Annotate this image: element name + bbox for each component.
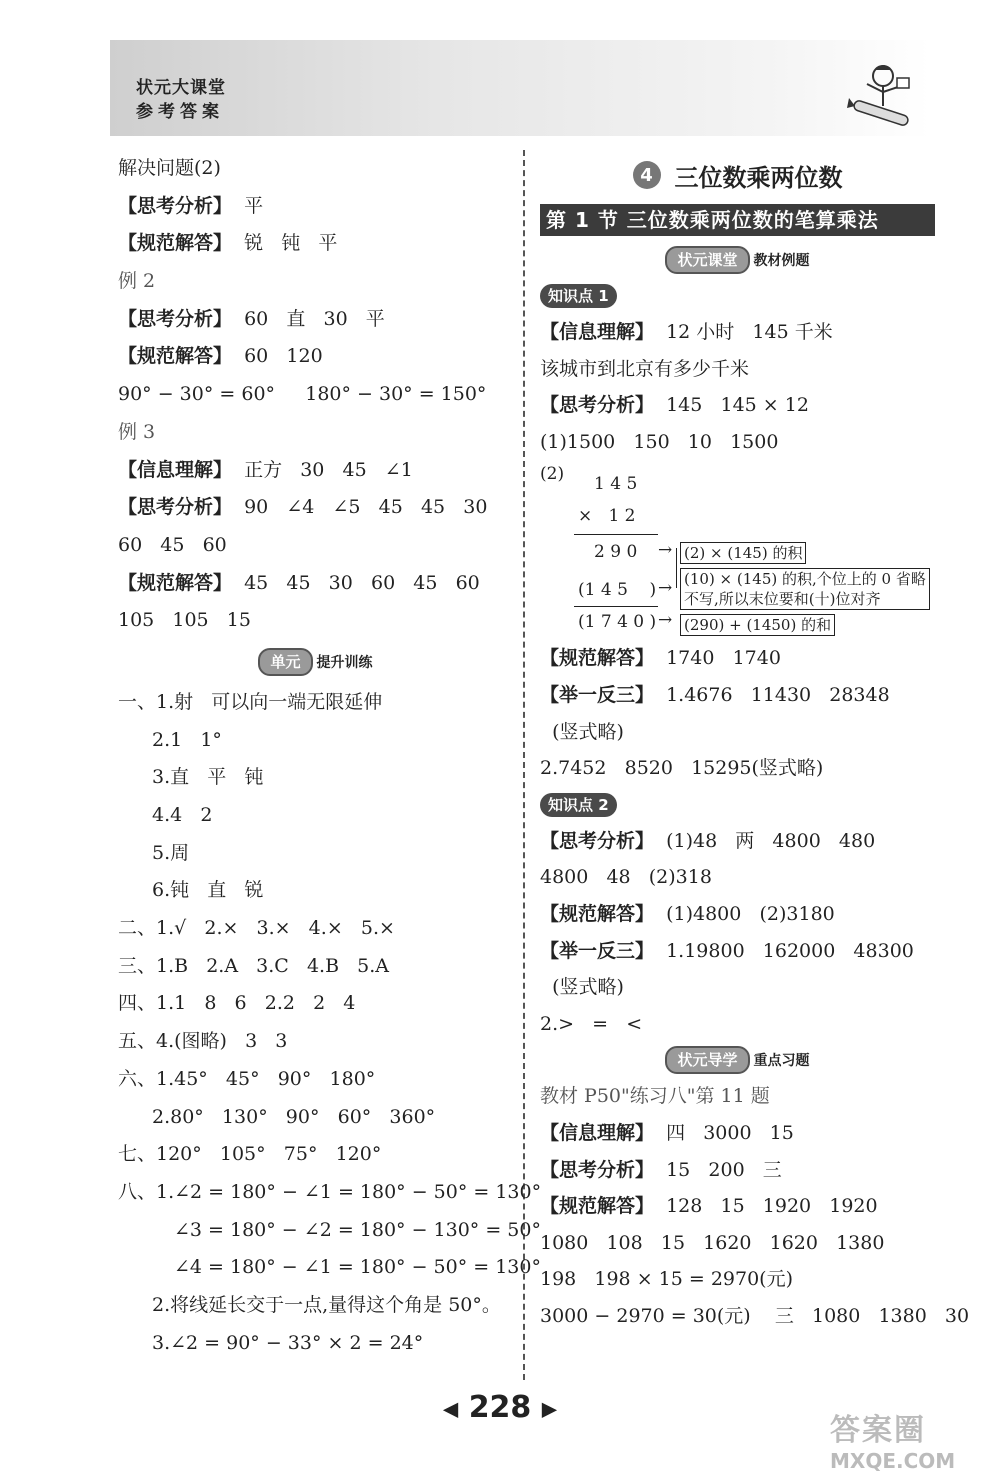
line-tag: 【思考分析】 bbox=[118, 496, 233, 519]
badge-logo: 状元导学 bbox=[665, 1046, 749, 1074]
line-tag: 【规范解答】 bbox=[118, 345, 233, 368]
brand bbox=[136, 76, 226, 124]
continuation-line: (1)1500 150 10 1500 bbox=[540, 430, 779, 453]
left-column bbox=[118, 150, 542, 1362]
calc-multiplier: × 1 2 bbox=[578, 506, 636, 527]
chapter-title-text: 三位数乘两位数 bbox=[674, 163, 843, 192]
line-tag: 【信息理解】 bbox=[118, 458, 233, 481]
answer-line bbox=[118, 565, 513, 603]
line-text: 1740 1740 bbox=[654, 647, 781, 670]
line-tag: 【规范解答】 bbox=[118, 232, 233, 255]
line-tag: 【举一反三】 bbox=[540, 939, 655, 962]
line-tag: 【信息理解】 bbox=[540, 1121, 655, 1144]
answer-line bbox=[540, 314, 935, 351]
line-text: 60 120 bbox=[232, 345, 323, 368]
unit-training-badge bbox=[118, 640, 513, 684]
continuation-line: 60 45 60 bbox=[118, 533, 227, 556]
continuation-line: 2.> = < bbox=[540, 1012, 643, 1035]
line-tag: 【规范解答】 bbox=[540, 902, 655, 925]
right-column bbox=[540, 150, 970, 1334]
answer-line: 3.直 平 钝 bbox=[152, 766, 264, 789]
arrow-icon: → bbox=[658, 540, 673, 561]
key-exercise-badge bbox=[540, 1042, 935, 1078]
line-text: 45 45 30 60 45 60 bbox=[232, 571, 480, 594]
badge-caption: 教材例题 bbox=[753, 253, 810, 269]
answer-line: 八、1.∠2 = 180° − ∠1 = 180° − 50° = 130° bbox=[118, 1180, 542, 1203]
line-text: 145 145 × 12 bbox=[654, 394, 809, 417]
answer-line bbox=[118, 452, 513, 490]
badge-caption: 重点习题 bbox=[753, 1053, 810, 1070]
equation-line: 90° − 30° = 60° 180° − 30° = 150° bbox=[118, 383, 487, 406]
explanation-box-3: (290) + (1450) 的和 bbox=[680, 614, 835, 636]
answer-line bbox=[118, 188, 513, 226]
continuation-line: 105 105 15 bbox=[118, 609, 251, 632]
line-tag: 【规范解答】 bbox=[540, 647, 655, 670]
line-text: 60 直 30 平 bbox=[232, 307, 385, 330]
line-text: 1.19800 162000 48300 bbox=[654, 939, 914, 962]
continuation-line: (竖式略) bbox=[540, 976, 624, 999]
continuation-line: 4800 48 (2)318 bbox=[540, 866, 712, 889]
textbook-example-badge bbox=[540, 242, 935, 278]
answer-line bbox=[540, 640, 935, 677]
answer-line: 5.周 bbox=[152, 841, 190, 864]
answer-line: ∠4 = 180° − ∠1 = 180° − 50° = 130° bbox=[174, 1256, 541, 1279]
answer-line: 一、1.射 可以向一端无限延伸 bbox=[118, 690, 383, 713]
badge-logo: 单元 bbox=[258, 648, 312, 676]
continuation-line: (竖式略) bbox=[540, 720, 624, 743]
watermark bbox=[830, 1405, 990, 1473]
line-tag: 【规范解答】 bbox=[118, 571, 233, 594]
arrow-icon: → bbox=[658, 578, 673, 599]
mascot-illustration bbox=[845, 58, 915, 133]
answer-line bbox=[540, 1152, 935, 1189]
line-text: 15 200 三 bbox=[654, 1158, 782, 1181]
brand-line1: 状元大课堂 bbox=[136, 78, 226, 98]
answer-line: 四、1.1 8 6 2.2 2 4 bbox=[118, 992, 356, 1015]
continuation-line: 3000 − 2970 = 30(元) 三 1080 1380 30 bbox=[540, 1304, 970, 1327]
answer-line bbox=[118, 489, 513, 527]
answer-line bbox=[540, 1115, 935, 1152]
line-text: (1)4800 (2)3180 bbox=[654, 902, 835, 925]
watermark-line2: MXQE.COM bbox=[830, 1449, 956, 1473]
continuation-line: 1080 108 15 1620 1620 1380 bbox=[540, 1231, 885, 1254]
watermark-line1: 答案圈 bbox=[830, 1413, 926, 1448]
line-text: 1.4676 11430 28348 bbox=[654, 683, 890, 706]
line-text: 128 15 1920 1920 bbox=[654, 1195, 878, 1218]
chapter-number: 4 bbox=[633, 161, 661, 189]
answer-line: 三、1.B 2.A 3.C 4.B 5.A bbox=[118, 954, 390, 977]
answer-line bbox=[540, 387, 935, 424]
calc-rule bbox=[574, 534, 658, 535]
section-title-bar: 第 1 节 三位数乘两位数的笔算乘法 bbox=[540, 204, 935, 236]
chapter-title bbox=[540, 150, 935, 200]
line-text: (1)48 两 4800 480 bbox=[654, 829, 876, 852]
line-tag: 【信息理解】 bbox=[540, 321, 655, 343]
continuation-line: 该城市到北京有多少千米 bbox=[540, 357, 750, 380]
calc-label: (2) bbox=[540, 464, 565, 485]
continuation-line: 2.7452 8520 15295(竖式略) bbox=[540, 757, 824, 780]
answer-line: ∠3 = 180° − ∠2 = 180° − 130° = 50° bbox=[174, 1218, 541, 1241]
header-band bbox=[110, 40, 930, 136]
badge-logo: 状元课堂 bbox=[665, 246, 749, 274]
line-tag: 【思考分析】 bbox=[118, 307, 233, 330]
continuation-line: 198 198 × 15 = 2970(元) bbox=[540, 1268, 794, 1291]
answer-line bbox=[118, 338, 513, 376]
calc-partial-2: (1 4 5 ) bbox=[578, 580, 657, 601]
answer-line bbox=[540, 1188, 935, 1225]
answer-line: 4.4 2 bbox=[152, 804, 213, 826]
calc-partial-1: 2 9 0 bbox=[594, 542, 638, 563]
explanation-box-1: (2) × (145) 的积 bbox=[680, 542, 806, 564]
vertical-multiplication bbox=[540, 460, 935, 640]
answer-line: 2.1 1° bbox=[152, 728, 222, 751]
answer-line bbox=[118, 301, 513, 339]
answer-line bbox=[118, 225, 513, 263]
answer-line bbox=[540, 933, 935, 970]
line-text: 四 3000 15 bbox=[654, 1121, 794, 1144]
line-text: 锐 钝 平 bbox=[232, 232, 338, 255]
line-text: 12 小时 145 千米 bbox=[654, 321, 833, 343]
calc-product: (1 7 4 0 ) bbox=[578, 612, 657, 633]
box2-line1: (10) × (145) 的积,个位上的 0 省略 bbox=[684, 570, 926, 589]
line-text: 平 bbox=[232, 194, 264, 217]
calc-multiplicand: 1 4 5 bbox=[594, 474, 638, 495]
line-tag: 【思考分析】 bbox=[118, 194, 233, 217]
exercise-reference: 教材 P50"练习八"第 11 题 bbox=[540, 1085, 770, 1108]
answer-line: 六、1.45° 45° 90° 180° bbox=[118, 1067, 376, 1090]
page-number-text: 228 bbox=[468, 1390, 532, 1425]
answer-line bbox=[540, 896, 935, 933]
explanation-box-2 bbox=[680, 568, 930, 610]
prev-triangle-icon: ◀ bbox=[442, 1396, 459, 1421]
line-tag: 【思考分析】 bbox=[540, 1158, 655, 1181]
line-tag: 【举一反三】 bbox=[540, 683, 655, 706]
box2-line2: 不写,所以末位要和(十)位对齐 bbox=[684, 590, 881, 609]
answer-line: 2.80° 130° 90° 60° 360° bbox=[152, 1105, 436, 1128]
line-tag: 【规范解答】 bbox=[540, 1195, 655, 1218]
bracket-line bbox=[676, 548, 677, 588]
answer-line bbox=[540, 823, 935, 860]
line-tag: 【思考分析】 bbox=[540, 394, 655, 417]
line-tag: 【思考分析】 bbox=[540, 829, 655, 852]
answer-line: 2.将线延长交于一点,量得这个角是 50°。 bbox=[152, 1293, 501, 1316]
answer-line bbox=[540, 677, 935, 714]
arrow-icon: → bbox=[658, 610, 673, 631]
answer-line: 五、4.(图略) 3 3 bbox=[118, 1030, 288, 1053]
answer-line: 6.钝 直 锐 bbox=[152, 879, 264, 902]
line-text: 正方 30 45 ∠1 bbox=[232, 458, 413, 481]
section-title: 解决问题(2) bbox=[118, 157, 221, 179]
line-text: 90 ∠4 ∠5 45 45 30 bbox=[232, 496, 488, 519]
answer-line: 七、120° 105° 75° 120° bbox=[118, 1143, 382, 1166]
answer-line: 3.∠2 = 90° − 33° × 2 = 24° bbox=[152, 1331, 424, 1354]
knowledge-point-label: 知识点 1 bbox=[540, 284, 617, 308]
example-label: 例 2 bbox=[118, 270, 156, 293]
example-label: 例 3 bbox=[118, 420, 156, 443]
brand-line2: 参考答案 bbox=[136, 102, 224, 122]
badge-caption: 提升训练 bbox=[316, 654, 373, 671]
next-triangle-icon: ▶ bbox=[541, 1396, 558, 1421]
calc-rule bbox=[574, 606, 658, 607]
knowledge-point-label: 知识点 2 bbox=[540, 793, 617, 817]
answer-line: 二、1.√ 2.× 3.× 4.× 5.× bbox=[118, 917, 395, 940]
